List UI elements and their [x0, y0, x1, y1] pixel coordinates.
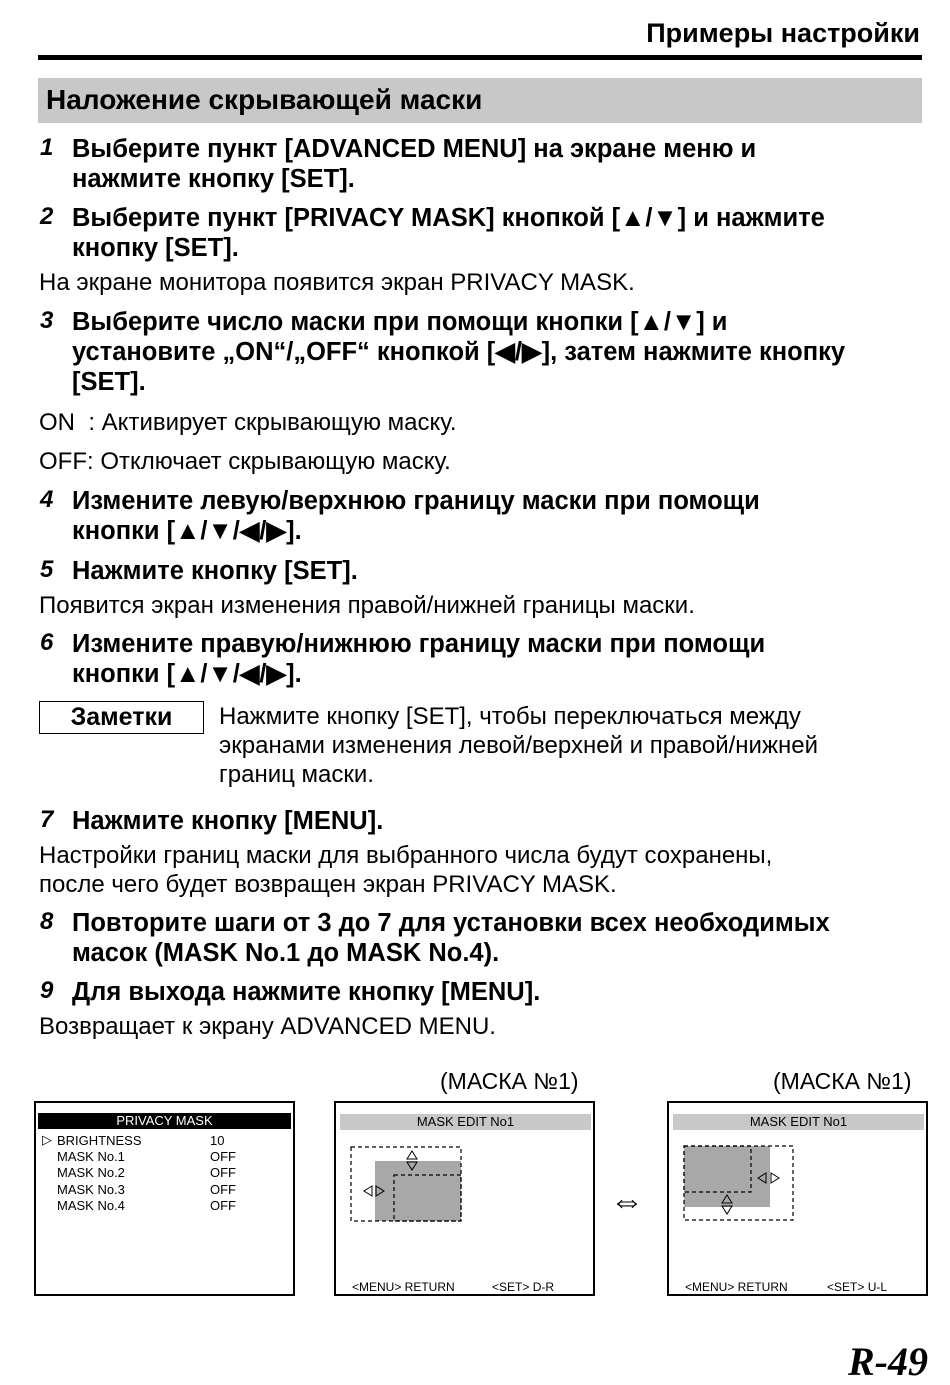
- step-3-note-on: ON : Активирует скрывающую маску.: [39, 409, 457, 436]
- step-2-note: На экране монитора появится экран PRIVACY MASK.: [39, 269, 635, 296]
- menu-row-label: MASK No.2: [57, 1165, 125, 1180]
- footer-return: <MENU> RETURN: [352, 1280, 455, 1294]
- right-arrow-icon: [771, 1173, 779, 1183]
- step-line: Измените правую/нижнюю границу маски при помощи: [72, 630, 766, 658]
- note-line: после чего будет возвращен экран PRIVACY MASK.: [39, 871, 617, 898]
- step-line: кнопки [▲/▼/◀/▶].: [72, 517, 302, 545]
- step-line: кнопку [SET].: [72, 234, 239, 262]
- menu-row-label: MASK No.3: [57, 1182, 125, 1197]
- page-number: R-49: [848, 1339, 928, 1384]
- footer-return: <MENU> RETURN: [685, 1280, 788, 1294]
- footer-set: <SET> U-L: [827, 1280, 888, 1294]
- step-7-note: [39, 841, 772, 899]
- notes-line: экранами изменения левой/верхней и правой/нижней: [219, 732, 819, 759]
- step-number: 9: [40, 977, 54, 1004]
- header-rule: [38, 55, 922, 60]
- mask-area: [684, 1146, 770, 1207]
- mask-area: [375, 1161, 461, 1221]
- step-1-text: [72, 134, 756, 194]
- mask-edit-title: MASK EDIT No1: [340, 1114, 591, 1130]
- step-line: Выберите пункт [ADVANCED MENU] на экране меню и: [72, 135, 757, 163]
- mask-edit-title: MASK EDIT No1: [673, 1114, 924, 1130]
- step-3-text: [72, 307, 845, 397]
- notes-line: границ маски.: [219, 761, 374, 788]
- step-3-note-off: OFF: Отключает скрывающую маску.: [39, 448, 451, 475]
- mask-edit-screen-dr: [334, 1101, 595, 1296]
- step-7-text: Нажмите кнопку [MENU].: [72, 807, 384, 835]
- step-number: 4: [40, 486, 54, 513]
- step-line: Измените левую/верхнюю границу маски при помощи: [72, 487, 760, 515]
- step-9-note: Возвращает к экрану ADVANCED MENU.: [39, 1013, 496, 1040]
- up-arrow-icon: [407, 1151, 417, 1159]
- menu-row-value: OFF: [210, 1165, 236, 1180]
- step-line: установите „ON“/„OFF“ кнопкой [◀/▶], затем нажмите кнопку: [72, 338, 846, 366]
- step-number: 1: [40, 134, 54, 161]
- step-line: Выберите число маски при помощи кнопки [▲/▼] и: [72, 308, 728, 336]
- menu-row-value: OFF: [210, 1149, 236, 1164]
- step-line: [SET].: [72, 368, 146, 396]
- mask-caption-1: (МАСКА №1): [440, 1068, 579, 1094]
- mask-edit-screen-ul: [667, 1101, 928, 1296]
- step-line: нажмите кнопку [SET].: [72, 165, 355, 193]
- menu-row-label: BRIGHTNESS: [57, 1133, 142, 1148]
- step-number: 7: [40, 806, 54, 833]
- step-number: 8: [40, 908, 54, 935]
- step-number: 5: [40, 556, 54, 583]
- down-arrow-icon: [722, 1206, 732, 1214]
- menu-row-value: 10: [210, 1133, 225, 1148]
- step-9-text: Для выхода нажмите кнопку [MENU].: [72, 978, 541, 1006]
- footer-set: <SET> D-R: [492, 1280, 555, 1294]
- privacy-mask-screen: [34, 1101, 295, 1296]
- mask-caption-2: (МАСКА №1): [773, 1068, 912, 1094]
- step-6-text: [72, 629, 765, 689]
- step-number: 3: [40, 307, 54, 334]
- page-header-title: Примеры настройки: [646, 18, 920, 48]
- menu-row-label: MASK No.1: [57, 1149, 125, 1164]
- note-line: Настройки границ маски для выбранного числа будут сохранены,: [39, 842, 773, 869]
- left-arrow-icon: [364, 1186, 372, 1196]
- step-line: масок (MASK No.1 до MASK No.4).: [72, 939, 500, 967]
- step-5-note: Появится экран изменения правой/нижней границы маски.: [39, 592, 695, 619]
- menu-row-value: OFF: [210, 1182, 236, 1197]
- step-4-text: [72, 486, 760, 546]
- notes-text: [219, 702, 919, 789]
- mask-edit-diagram-dr: [336, 1103, 593, 1294]
- menu-row-label: MASK No.4: [57, 1198, 125, 1213]
- notes-line: Нажмите кнопку [SET], чтобы переключаться между: [219, 703, 801, 730]
- switch-arrow-icon: ⇔: [610, 1182, 644, 1220]
- step-line: Выберите пункт [PRIVACY MASK] кнопкой [▲/▼] и нажмите: [72, 204, 825, 232]
- menu-row-value: OFF: [210, 1198, 236, 1213]
- mask-edit-diagram-ul: [669, 1103, 926, 1294]
- step-number: 6: [40, 629, 54, 656]
- step-number: 2: [40, 203, 54, 230]
- step-line: кнопки [▲/▼/◀/▶].: [72, 660, 302, 688]
- section-title: Наложение скрывающей маски: [46, 84, 483, 115]
- step-8-text: [72, 908, 830, 968]
- step-2-text: [72, 203, 825, 263]
- step-line: Повторите шаги от 3 до 7 для установки всех необходимых: [72, 909, 830, 937]
- cursor-arrow-icon: ▷: [42, 1132, 52, 1147]
- privacy-mask-title: PRIVACY MASK: [38, 1113, 291, 1129]
- notes-label: Заметки: [39, 701, 204, 734]
- step-5-text: Нажмите кнопку [SET].: [72, 557, 358, 585]
